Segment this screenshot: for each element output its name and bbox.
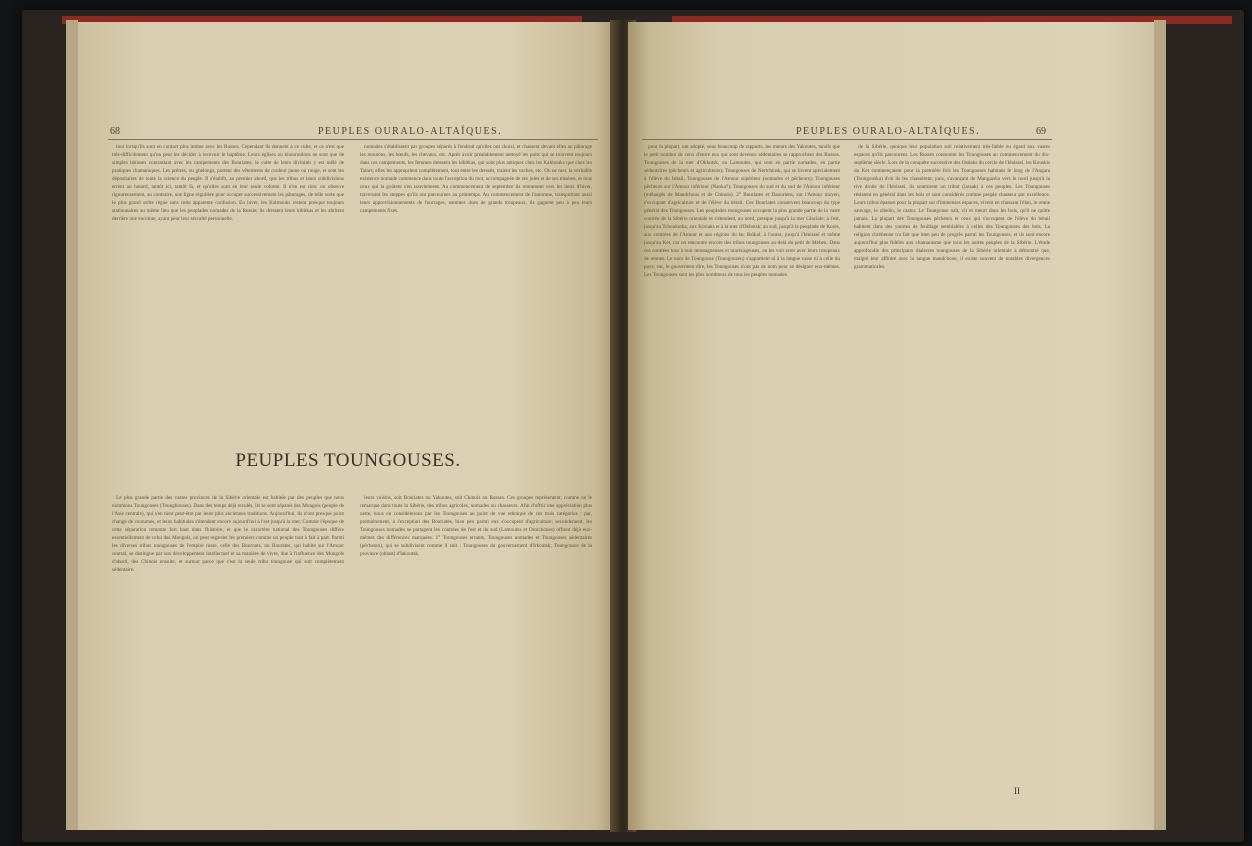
right-page [628,22,1154,830]
right-page-number: 69 [1036,126,1046,137]
right-page-edge [1154,20,1166,830]
signature-mark: II [1014,786,1020,796]
left-page [78,22,618,830]
right-column-2: de la Sibérie, quoique leur population soit relativement très-faible eu égard aux vastes espaces qu'ils parcourent. Les Russes connurent les Toungouses au commencement du dix-septième siècle. Lors de la conquête successive des Ostiaks du cercle de l'Iénisseï, les Kouskis du Ket commençaient pour la première fois les Toungouses habitant le long de l'Angara (Toungouska) d'où ils les chassèrent; puis, s'avançant de Mangazéia vers le nord jusqu'à la rive droite de l'Iénisseï, ils soumirent un tribut (iassak) à ces peuples. Les Toungouses résistent en général dans les bois et sont considérés comme peuple chasseur par excellence. Leurs tribus éparses pour la plupart sur d'immenses espaces, vivent en chassant l'élan, le renne sauvage, le zibelin, le castor. Le Toungouse naît, vit et meurt dans les bois, qu'il ne quitte jamais. La plupart des Toungouses pêcheurs et ceux qui s'occupent de l'élève du bétail habitent dans des yourtes de feuillage semblables à celles des Toungouses des bois. La religion chrétienne n'a fait que bien peu de progrès parmi les Toungouses, et ils sont encore aujourd'hui plus fidèles aux chamanisme que tous les autres peuples de la Sibérie. L'étude approfondie des principaux dialectes toungouses de la Sibérie orientale a démontré que, malgré leur affinité avec la langue mandchoue, il existe souvent de notables divergences grammaticales. [854,144,1050,270]
left-page-number: 68 [110,126,120,137]
left-top-column-1: tout lorsqu'ils sont en contact plus intime avec les Russes. Cependant ils donnent à ce culte, et ce n'est que très-difficilement qu'on peut les décider à recevoir le baptême. Leurs églises ou khouroulons ne sont que de simples bâtisses contrastant avec les campements des Bouriates; le culte de leurs divinités y est mêlé de pratiques chamaniques. Les prêtres, ou ghelongs, portent des vêtements de couleur jaune ou rouge, et sont les dépositaires de toute la science du peuple. Il s'établit, au premier abord, que les tribus et leurs subdivisions errent au hasard, tantôt ici, tantôt là, et qu'elles sont en leur seule volonté. Il n'en est rien; on observe rigoureusement, au contraire, une ligne régulière pour occuper successivement les pâturages, de telle sorte que le plus grand ordre règne sans cette apparente confusion. En hiver, les Kalmouks restent presque toujours stationnaires au même lieu que les peuplades nomades de la Russie; ils dressent leurs kibitkas et les abritent derrière une enceinte, ayant peur leur sécurité personnelle. [112,144,344,222]
right-header-rule [642,139,1052,140]
left-top-column-2: nomades s'établissent par groupes séparés à l'endroit qu'elles ont choisi, et chassent devant elles au pâturage les moutons, les bœufs, les chevaux, etc. Après avoir préalablement nettoyé les puits qui se trouvent toujours dans ces campements, les femmes dressent les kibitkas, qui sont plus antiques chez les Kalmouks que chez les Tatars; elles les approprient complètement, tout entre les dressés, traient les vaches, etc. On ne met, la véritable existence nomade commence dans toute l'acception du mot, accompagnée de ses joies et de ses misères, et tous ceux qui la goûtent s'en souviennent. Au commencement de septembre ils retournent vers les lieux d'hiver, traversant les steppes qu'ils ont parcourues au printemps. Au commencement de l'automne, transportant aussi leurs approvisionnements de fourrages, sommes dues de grands troupeaux, ils gagnent peu à peu leurs campements fixes. [360,144,592,214]
right-running-header: PEUPLES OURALO-ALTAÏQUES. [796,126,981,137]
left-bottom-column-1: Le plus grande partie des vastes provinces de la Sibérie orientale est habitée par des peuples que nous nommons Toungouses (Tounghouses). Dans des temps déjà reculés, ils se sont séparés des Mongols (peuple de l'Asie centrale), qui s'en tient peut-être par leurs plus anciennes traditions. Aujourd'hui, ils n'ont presque point changé de coutumes, et leurs habitudes s'étendent encore aujourd'hui à l'est jusqu'à la mer. Comme l'époque de cette séparation remonte fort haut dans l'histoire, et que le caractère national des Toungouses différe essentiellement de celui des Mongols, on peut regarder les premiers comme un peuple tout à fait à part. Parmi les diverses tribus toungouses de l'empire russe, celle des Bourouts, ou Bourates, qui habite sur l'Amour central, se distingue par son développement intellectuel et sa manière de vivre, due à l'influence des Mongols d'abord, des Chinois ensuite, et surtout parce que c'est la seule tribu toungouse qui soit complètement sédentaire. [112,495,344,573]
left-running-header: PEUPLES OURALO-ALTAÏQUES. [318,126,503,137]
section-title: PEUPLES TOUNGOUSES. [235,450,461,471]
right-column-1: pour la plupart, ont adopté, sous beaucoup de rapports, les mœurs des Yakoutes, tandis que le petit nombre de ceux d'entre eux qui sont devenus sédentaires se rapprochent des Russes. Toungouses de la mer d'Okhotsk, ou Lamoutes, qui sont en partie nomades, en partie sédentaires (pêcheurs et agriculteurs); Toungouses de Nertchinsk, qui se livrent spécialement à l'élève du bétail; Toungouses de l'Amour supérieur (nomades et pêcheurs); Toungouses pêcheurs sur l'Amour inférieur (Nanka?); Toungouses du sud et du sud de l'Amour inférieur (mélangés de Mandchous et de Chinois). 2° Bouriates et Daouriens, sur l'Amour moyen, s'occupant d'agriculture et de l'élève du bétail. Ces Bouriates conservent beaucoup du type général des Toungouses. Les peuplades toungouses occupent la plus grande partie de la vaste contrée de la Sibérie orientale et s'étendent, au nord, presque jusqu'à la mer Glaciale; à l'est, jusqu'au Tchoukotka, aux Koriaks et à la mer d'Okhotsk; au sud, jusqu'à la peuplade de Kores, aux contrées de l'Amour et aux régions du lac Baïkal; à l'ouest, jusqu'à l'Iénisseï et même jusqu'au Ket, car on rencontre encore des tribus toungouses au-delà du petit de Mehen. Dans ces contrées tour à tour montagneuses et marécageuses, on les voit errer avec leurs troupeaux de rennes. Le nom de Toungouse (Toungouzeu) s'appartient ni à la langue russe ni à celle du pays; sur, le gouvernent dire, les Toungouses n'ont pas de nom pour se désigner eux-mêmes. Les Toungouses sont les plus nombreux de tous les peuples nomades. [644,144,840,278]
left-header-rule [108,139,598,140]
left-bottom-column-2: leurs voisins, soit Bouriates ou Yakoutes, soit Chinois ou Russes. Ces groupes représentent, comme on le remarque dans toute la Sibérie, des tribus agricoles, nomades ou chasseurs. Afin d'offrir une appréciation plus nette, nous en considérerons par les Toungouses au point de vue ethnique de ces trois catégories : par, premièrement, à l'exception des Bouriates, bien peu parmi eux s'occupent d'agriculture; secondement, les Toungouses nomades se partagent les contrées de l'est et du sud (Lamoutes et Orotchones) offrent déjà eux-mêmes des différences marquées. 1° Toungouses errants, Toungouses nomades et Toungouses sédentaires (pêcheurs), qui se subdivisent comme il suit : Toungouses du gouvernement d'Irkoutsk; Toungouses de la province (oblast) d'Iakoutsk. [360,495,592,557]
left-page-edge [66,20,78,830]
